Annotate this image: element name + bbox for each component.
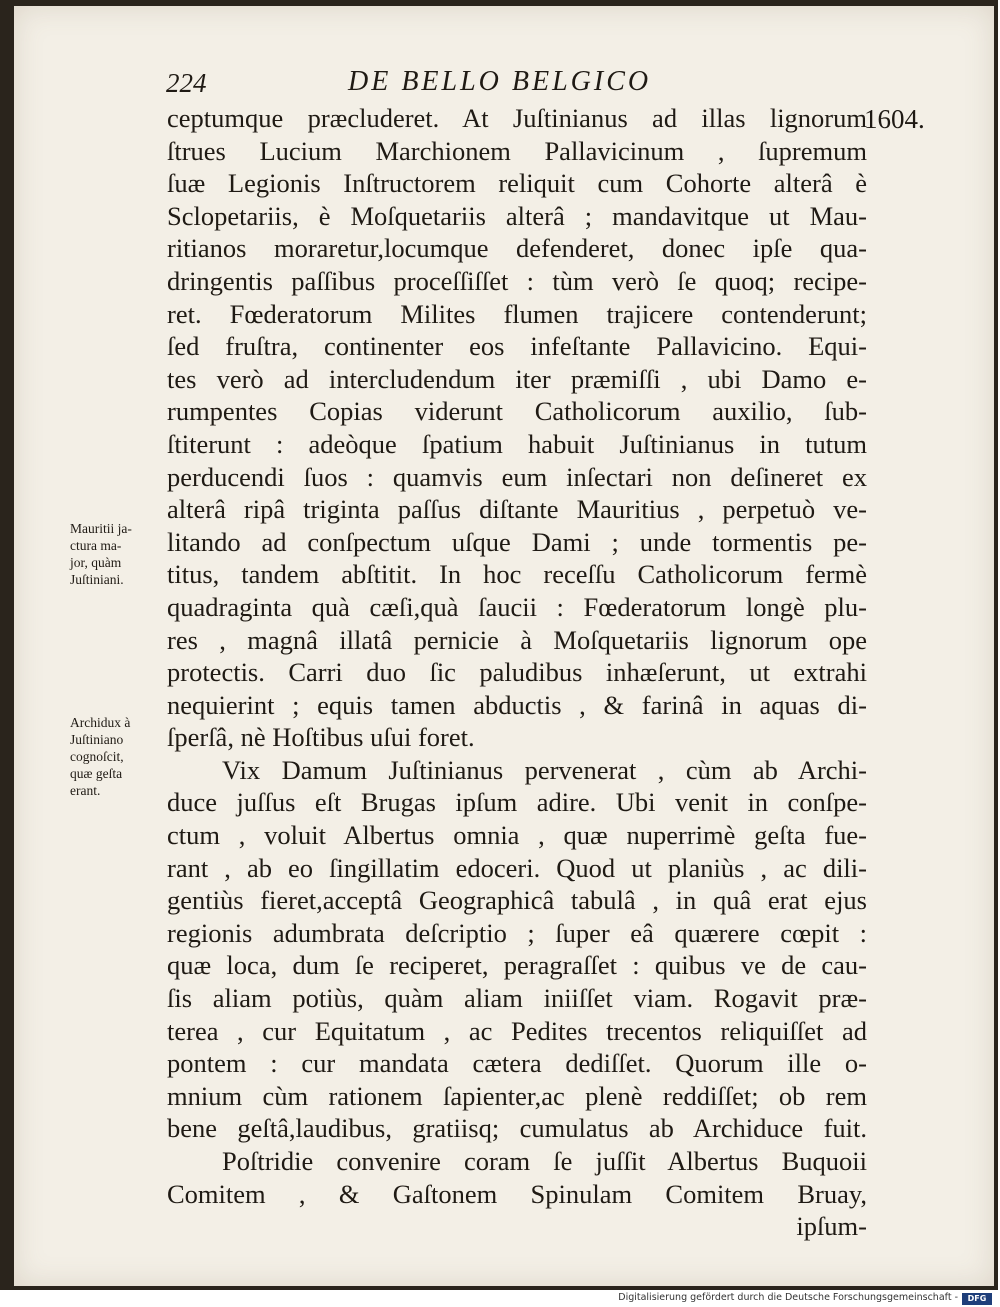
text-line: litando ad conſpectum uſque Dami ; unde tormentis pe- xyxy=(167,526,867,557)
text-line: res , magnâ illatâ pernicie à Moſquetariis lignorum ope xyxy=(167,624,867,655)
text-line: ritianos moraretur,locumque defenderet, donec ipſe qua- xyxy=(167,233,867,264)
text-line: ceptumque præcluderet. At Juſtinianus ad illas lignorum xyxy=(167,103,867,133)
running-head: DE BELLO BELGICO xyxy=(348,66,652,97)
text-line: alterâ ripâ triginta paſſus diſtante Mauritius , perpetuò ve- xyxy=(167,494,867,525)
text-line: duce juſſus eſt Brugas ipſum adire. Ubi venit in conſpe- xyxy=(167,787,867,818)
dfg-credit: Digitalisierung gefördert durch die Deutsche Forschungsgemeinschaft - xyxy=(618,1292,958,1303)
text-line: bene geſtâ,laudibus, gratiisq; cumulatus ab Archiduce fuit. xyxy=(167,1113,867,1144)
margin-note-archidux: Archidux à Juſtiniano cognoſcit, quæ geſta erant. xyxy=(70,715,131,798)
year-margin-note: 1604. xyxy=(864,104,925,134)
margin-note-mauritius: Mauritii ja- ctura ma- jor, quàm Juſtiniani. xyxy=(70,521,132,587)
text-line: rumpentes Copias viderunt Catholicorum auxilio, ſub- xyxy=(167,396,867,427)
text-line: tes verò ad intercludendum iter præmiſſi , ubi Damo e- xyxy=(167,363,867,394)
text-line: nequierint ; equis tamen abductis , & farinâ in aquas di- xyxy=(167,689,867,720)
text-line: gentiùs fieret,acceptâ Geographicâ tabulâ , in quâ erat ejus xyxy=(167,885,867,916)
text-line: ſtiterunt : adeòque ſpatium habuit Juſtinianus in tutum xyxy=(167,428,867,459)
text-line: mnium cùm rationem ſapienter,ac plenè reddiſſet; ob rem xyxy=(167,1080,867,1111)
text-line: ſis aliam potiùs, quàm aliam iniiſſet viam. Rogavit præ- xyxy=(167,983,867,1014)
text-line: ſperſâ, nè Hoſtibus uſui foret. xyxy=(167,722,475,753)
book-page xyxy=(14,6,994,1286)
text-line: perducendi ſuos : quamvis eum inſectari non deſineret ex xyxy=(167,461,867,492)
text-line: Poſtridie convenire coram ſe juſſit Albertus Buquoii xyxy=(222,1146,867,1176)
page-header xyxy=(14,66,994,106)
text-line: ret. Fœderatorum Milites flumen trajicere contenderunt; xyxy=(167,298,867,329)
text-line: quæ loca, dum ſe reciperet, peragraſſet : quibus ve de cau- xyxy=(167,950,867,981)
text-line: Sclopetariis, è Moſquetariis alterâ ; mandavitque ut Mau- xyxy=(167,200,867,231)
text-line: ſed fruſtra, continenter eos infeſtante Pallavicino. Equi- xyxy=(167,331,867,362)
text-line: ſtrues Lucium Marchionem Pallavicinum , ſupremum xyxy=(167,135,867,166)
digitization-footer xyxy=(0,1292,1000,1307)
text-line: rant , ab eo ſingillatim edoceri. Quod ut planiùs , ac dili- xyxy=(167,852,867,883)
text-line: terea , cur Equitatum , ac Pedites trecentos reliquiſſet ad xyxy=(167,1015,867,1046)
text-line: titus, tandem abſtitit. In hoc receſſu Catholicorum fermè xyxy=(167,559,867,590)
body-text xyxy=(167,102,867,1243)
text-line: dringentis paſſibus proceſſiſſet : tùm verò ſe quoq; recipe- xyxy=(167,265,867,296)
dfg-logo: DFG xyxy=(962,1293,992,1305)
text-line: Comitem , & Gaſtonem Spinulam Comitem Bruay, xyxy=(167,1178,867,1209)
page-number: 224 xyxy=(166,68,207,98)
text-line: Vix Damum Juſtinianus pervenerat , cùm ab Archi- xyxy=(222,754,867,785)
text-line: quadraginta quà cæſi,quà ſaucii : Fœderatorum longè plu- xyxy=(167,591,867,622)
text-line: ctum , voluit Albertus omnia , quæ nuperrimè geſta fue- xyxy=(167,820,867,851)
text-line: protectis. Carri duo ſic paludibus inhæſerunt, ut extrahi xyxy=(167,657,867,688)
text-line: ſuæ Legionis Inſtructorem reliquit cum Cohorte alterâ è xyxy=(167,168,867,199)
text-line: pontem : cur mandata cætera dediſſet. Quorum ille o- xyxy=(167,1048,867,1079)
text-line: regionis adumbrata deſcriptio ; ſuper eâ quærere cœpit : xyxy=(167,917,867,948)
catchword: ipſum- xyxy=(796,1211,867,1242)
